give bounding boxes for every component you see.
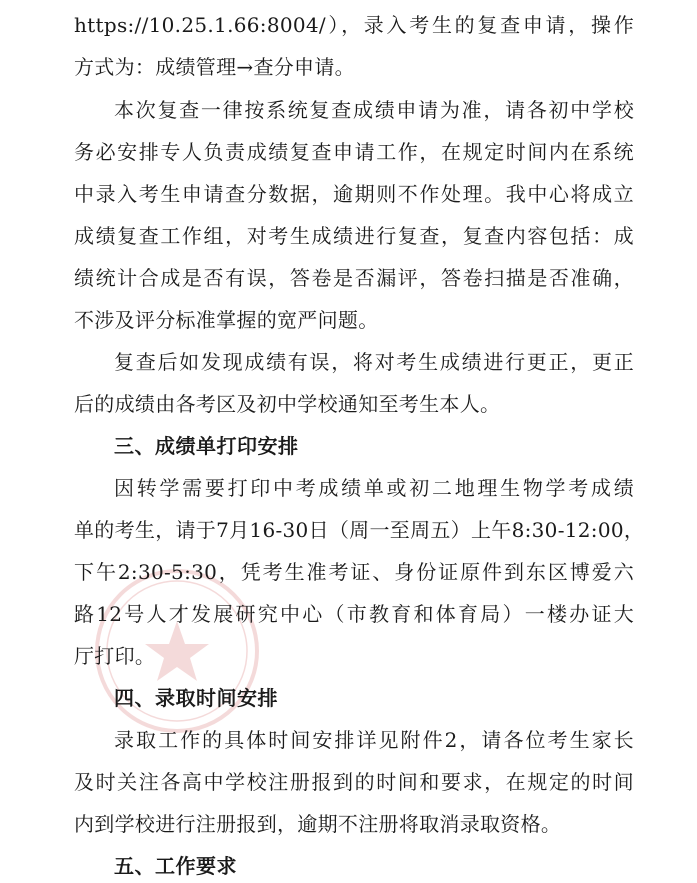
paragraph-line: 复查后如发现成绩有误，将对考生成绩进行更正，更正 <box>114 350 634 374</box>
paragraph-line: 下午2:30-5:30，凭考生准考证、身份证原件到东区博爱六 <box>74 560 634 584</box>
paragraph-line: 绩统计合成是否有误，答卷是否漏评，答卷扫描是否准确， <box>74 266 634 290</box>
paragraph-line: 务必安排专人负责成绩复查申请工作，在规定时间内在系统 <box>74 140 634 164</box>
section-heading: 三、成绩单打印安排 <box>114 434 299 458</box>
paragraph-line: 及时关注各高中学校注册报到的时间和要求，在规定的时间 <box>74 770 634 794</box>
paragraph-line: 录取工作的具体时间安排详见附件2，请各位考生家长 <box>114 728 634 752</box>
paragraph-line: 单的考生，请于7月16-30日（周一至周五）上午8:30-12:00， <box>74 518 645 542</box>
paragraph-line: https://10.25.1.66:8004/），录入考生的复查申请，操作 <box>74 13 634 37</box>
paragraph-line: 厅打印。 <box>74 644 156 668</box>
paragraph-line: 中录入考生申请查分数据，逾期则不作处理。我中心将成立 <box>74 182 634 206</box>
paragraph-line: 本次复查一律按系统复查成绩申请为准，请各初中学校 <box>114 98 634 122</box>
paragraph-line: 因转学需要打印中考成绩单或初二地理生物学考成绩 <box>114 476 634 500</box>
paragraph-line: 成绩复查工作组，对考生成绩进行复查，复查内容包括：成 <box>74 224 634 248</box>
section-heading: 四、录取时间安排 <box>114 686 278 710</box>
paragraph-line: 方式为：成绩管理→查分申请。 <box>74 55 355 79</box>
paragraph-line: 路12号人才发展研究中心（市教育和体育局）一楼办证大 <box>74 602 634 626</box>
paragraph-line: 后的成绩由各考区及初中学校通知至考生本人。 <box>74 392 501 416</box>
paragraph-line: 不涉及评分标准掌握的宽严问题。 <box>74 308 379 332</box>
section-heading: 五、工作要求 <box>114 854 237 878</box>
paragraph-line: 内到学校进行注册报到，逾期不注册将取消录取资格。 <box>74 812 562 836</box>
